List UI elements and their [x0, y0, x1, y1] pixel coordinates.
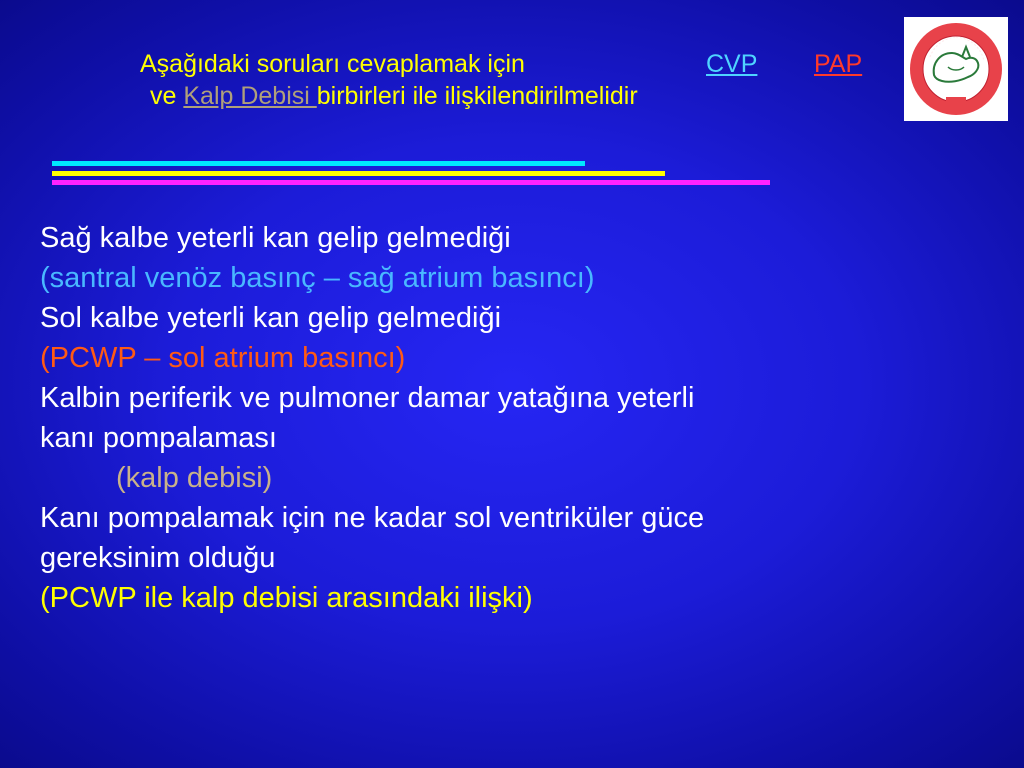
- decorative-bar-cyan: [52, 161, 585, 166]
- cvp-link[interactable]: CVP: [706, 50, 758, 78]
- title-line-2-suffix: birbirleri ile ilişkilendirilmelidir: [316, 82, 638, 110]
- pap-link[interactable]: PAP: [814, 50, 863, 78]
- decorative-bar-magenta: [52, 180, 770, 185]
- body-line-pumping-cont: kanı pompalaması: [40, 422, 277, 454]
- body-line-left-heart: Sol kalbe yeterli kan gelip gelmediği: [40, 302, 502, 334]
- body-line-lv-power: Kanı pompalamak için ne kadar sol ventriküler güce: [40, 502, 705, 534]
- body-line-cardiac-output-note: (kalp debisi): [116, 462, 273, 494]
- body-line-lv-power-cont: gereksinim olduğu: [40, 542, 276, 574]
- body-line-pcwp-note: (PCWP – sol atrium basıncı): [40, 342, 406, 374]
- title-line-2-prefix: ve: [150, 82, 184, 110]
- kalp-debisi-link[interactable]: Kalp Debisi: [183, 82, 317, 110]
- body-line-cvp-note: (santral venöz basınç – sağ atrium basıncı): [40, 262, 595, 294]
- slide-body: [40, 218, 1000, 618]
- body-line-relationship-note: (PCWP ile kalp debisi arasındaki ilişki): [40, 582, 533, 614]
- department-logo: [904, 17, 1008, 121]
- title-line-2: [150, 80, 638, 112]
- title-line-1: Aşağıdaki soruları cevaplamak için: [140, 50, 525, 78]
- logo-emblem-icon: [904, 17, 1008, 121]
- body-line-pumping: Kalbin periferik ve pulmoner damar yatağına yeterli: [40, 382, 695, 414]
- decorative-bar-yellow: [52, 171, 665, 176]
- body-line-right-heart: Sağ kalbe yeterli kan gelip gelmediği: [40, 222, 511, 254]
